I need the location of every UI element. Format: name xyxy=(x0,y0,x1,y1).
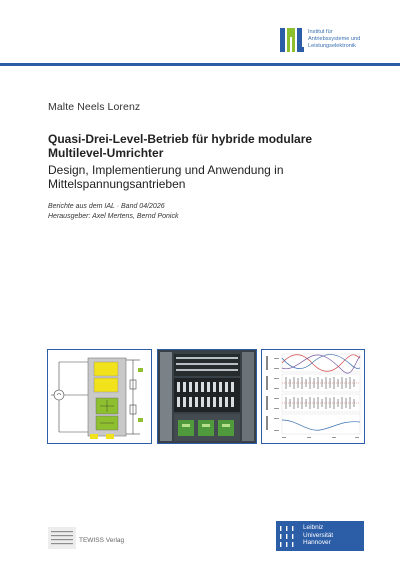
university-line-3: Hannover xyxy=(303,539,331,547)
publisher-name: TEWISS Verlag xyxy=(79,537,125,544)
university-line-1: Leibniz xyxy=(303,524,324,531)
ial-logo xyxy=(280,28,304,52)
circuit-diagram-image xyxy=(48,350,151,443)
tewiss-logo xyxy=(48,527,76,549)
book-subtitle xyxy=(48,163,378,191)
author-name: Malte Neels Lorenz xyxy=(48,101,141,113)
hardware-photo-panel xyxy=(157,349,257,444)
institute-line-2: Antriebssysteme und xyxy=(308,36,361,42)
university-name xyxy=(303,524,333,547)
waveform-plot-panel xyxy=(261,349,365,444)
luh-emblem-icon xyxy=(276,521,300,551)
institute-name xyxy=(308,29,360,50)
circuit-diagram-panel xyxy=(47,349,152,444)
series-info xyxy=(48,202,178,222)
institute-line-3: Leistungselektronik xyxy=(308,43,356,49)
university-line-2: Universität xyxy=(303,531,334,539)
institute-line-1: Institut für xyxy=(308,29,333,35)
book-subtitle-line-1: Design, Implementierung und Anwendung in xyxy=(48,163,284,177)
measurement-waveforms-image xyxy=(262,350,364,443)
book-title-line-1: Quasi-Drei-Level-Betrieb für hybride modulare xyxy=(48,132,313,146)
book-title xyxy=(48,133,378,160)
series-volume: Berichte aus dem IAL · Band 04/2026 xyxy=(48,203,165,210)
header-rule xyxy=(0,63,400,66)
series-editors: Herausgeber: Axel Mertens, Bernd Ponick xyxy=(48,213,179,220)
book-title-line-2: Multilevel-Umrichter xyxy=(48,145,164,160)
converter-cabinet-photo xyxy=(158,350,256,443)
book-subtitle-line-2: Mittelspannungsantrieben xyxy=(48,177,186,191)
